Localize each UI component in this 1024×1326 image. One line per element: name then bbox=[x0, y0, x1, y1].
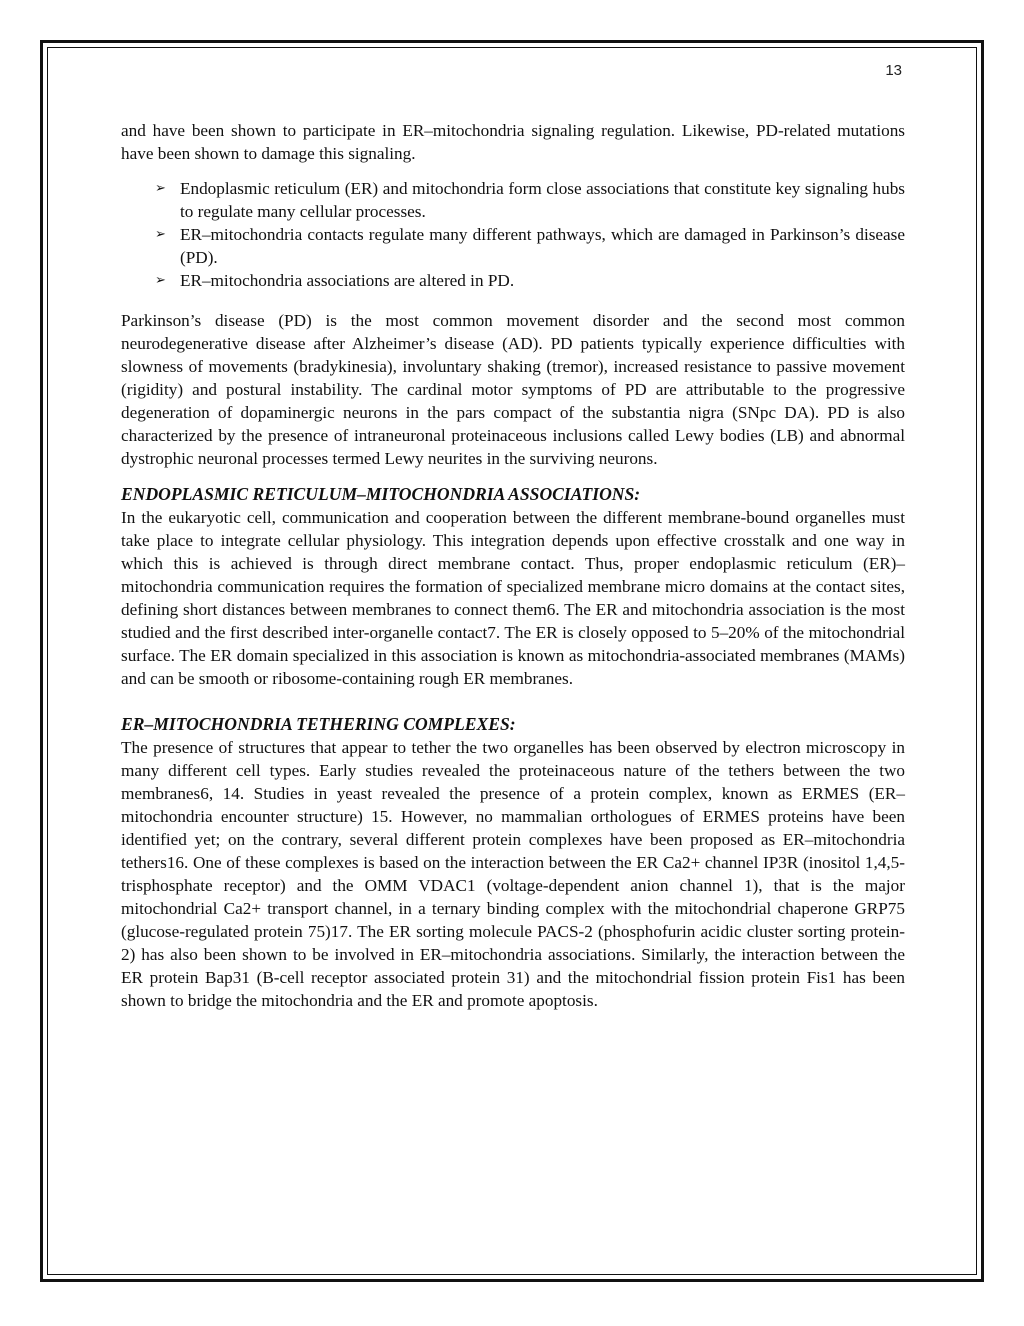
bullet-text: ER–mitochondria contacts regulate many different pathways, which are damaged in Parkinson’s disease (PD). bbox=[180, 225, 905, 267]
section-body-er-mito-associations: In the eukaryotic cell, communication and cooperation between the different membrane-bound organelles must take place to integrate cellular physiology. This integration depends upon effective crosstalk and one way in which this is achieved is through direct membrane contact. Thus, proper endoplasmic reticulum (ER)–mitochondria communication requires the formation of specialized membrane micro domains at the contact sites, defining short distances between membranes to connect them6. The ER and mitochondria association is the most studied and the first described inter-organelle contact7. The ER is closely opposed to 5–20% of the mitochondrial surface. The ER domain specialized in this association is known as mitochondria-associated membranes (MAMs) and can be smooth or ribosome-containing rough ER membranes. bbox=[121, 508, 905, 688]
arrowhead-icon: ➢ bbox=[155, 181, 166, 196]
document-body bbox=[121, 119, 905, 1012]
arrowhead-icon: ➢ bbox=[155, 273, 166, 288]
bullet-text: ER–mitochondria associations are altered in PD. bbox=[180, 271, 515, 290]
bullet-list bbox=[121, 177, 905, 292]
intro-paragraph: and have been shown to participate in ER–mitochondria signaling regulation. Likewise, PD-related mutations have been shown to damage this signaling. bbox=[121, 121, 905, 163]
bullet-text: Endoplasmic reticulum (ER) and mitochondria form close associations that constitute key signaling hubs to regulate many cellular processes. bbox=[180, 179, 905, 221]
bullet-item bbox=[155, 269, 905, 292]
section-body-tethering-complexes: The presence of structures that appear to tether the two organelles has been observed by electron microscopy in many different cell types. Early studies revealed the proteinaceous nature of the tethers between the two membranes6, 14. Studies in yeast revealed the presence of a protein complex, known as ERMES (ER–mitochondria encounter structure) 15. However, no mammalian orthologues of ERMES proteins have been identified yet; on the contrary, several different protein complexes have been proposed as ER–mitochondria tethers16. One of these complexes is based on the interaction between the ER Ca2+ channel IP3R (inositol 1,4,5-trisphosphate receptor) and the OMM VDAC1 (voltage-dependent anion channel 1), that is the major mitochondrial Ca2+ transport channel, in a ternary binding complex with the mitochondrial chaperone GRP75 (glucose-regulated protein 75)17. The ER sorting molecule PACS-2 (phosphofurin acidic cluster sorting protein-2) has also been shown to be involved in ER–mitochondria associations. Similarly, the interaction between the ER protein Bap31 (B-cell receptor associated protein 31) and the mitochondrial fission protein Fis1 has been shown to bridge the mitochondria and the ER and promote apoptosis. bbox=[121, 738, 905, 1010]
bullet-item bbox=[155, 177, 905, 223]
pd-paragraph: Parkinson’s disease (PD) is the most common movement disorder and the second most common neurodegenerative disease after Alzheimer’s disease (AD). PD patients typically experience difficulties with slowness of movements (bradykinesia), involuntary shaking (tremor), increased resistance to passive movement (rigidity) and postural instability. The cardinal motor symptoms of PD are attributable to the progressive degeneration of dopaminergic neurons in the pars compact of the substantia nigra (SNpc DA). PD is also characterized by the presence of intraneuronal proteinaceous inclusions called Lewy bodies (LB) and abnormal dystrophic neuronal processes termed Lewy neurites in the surviving neurons. bbox=[121, 311, 905, 468]
arrowhead-icon: ➢ bbox=[155, 227, 166, 242]
page-number: 13 bbox=[885, 62, 902, 79]
bullet-item bbox=[155, 223, 905, 269]
section-heading-tethering-complexes: ER–MITOCHONDRIA TETHERING COMPLEXES: bbox=[121, 714, 516, 734]
section-heading-er-mito-associations: ENDOPLASMIC RETICULUM–MITOCHONDRIA ASSOCIATIONS: bbox=[121, 484, 641, 504]
